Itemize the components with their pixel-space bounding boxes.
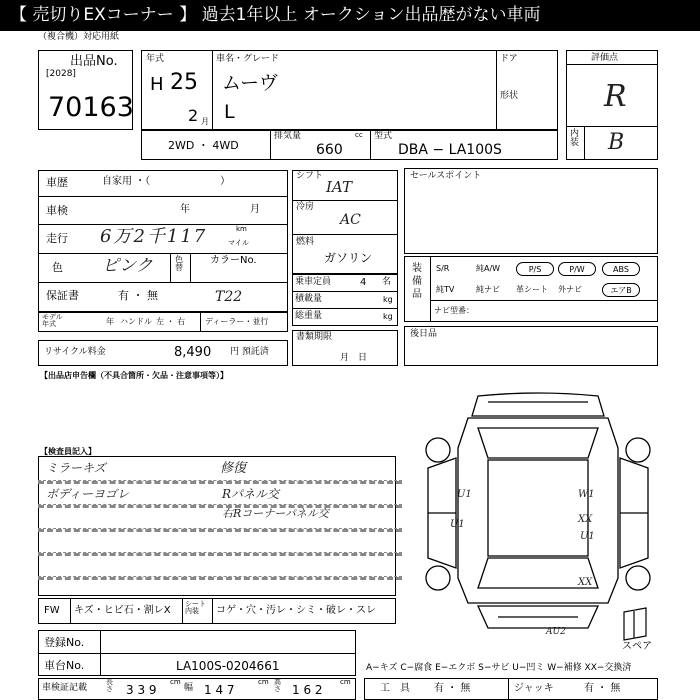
- inspection-label: 車検: [46, 204, 68, 217]
- spare-tire-icon: [620, 606, 650, 642]
- shift-value: IAT: [326, 178, 352, 196]
- diagram-mark-e: U1: [580, 531, 595, 542]
- name-label: 車名・グレード: [216, 54, 280, 64]
- diagram-mark-c: W1: [578, 489, 595, 500]
- model-year-unit: 年: [106, 317, 114, 326]
- capacity-unit: 名: [382, 277, 392, 287]
- year-value: 25: [170, 70, 198, 95]
- warranty-value: 有 ・ 無: [118, 289, 158, 302]
- fw-label: FW: [44, 605, 60, 616]
- diagram-mark-f: XX: [578, 577, 593, 588]
- mileage-label: 走行: [46, 232, 68, 245]
- inspector-note-5: 右Rコーナーパネル交: [222, 507, 329, 520]
- navi-label: ナビ型番：: [434, 306, 474, 315]
- lot-label: 出品No.: [70, 54, 118, 69]
- tool-label: 工 具: [380, 683, 410, 694]
- model-year-label: モデル年式: [42, 313, 63, 328]
- shift-label: シフト: [296, 171, 324, 181]
- gross-unit: kg: [383, 312, 393, 321]
- size-cm-1: cm: [170, 678, 181, 686]
- size-h: 1 6 2: [292, 683, 323, 697]
- equip-item: P/S: [516, 262, 554, 276]
- size-h-label: 高さ: [274, 678, 281, 693]
- rear-block: [404, 326, 658, 366]
- capacity-label: 乗車定員: [295, 277, 332, 287]
- size-l-label: 長さ: [106, 678, 113, 693]
- tool-value: 有 ・ 無: [434, 683, 471, 694]
- jack-label: ジャッキ: [514, 683, 554, 694]
- gross-label: 総重量: [295, 311, 323, 321]
- inspection-year: 年: [180, 204, 190, 215]
- ac-value: AC: [340, 212, 361, 228]
- recycle-value: 8,490: [174, 345, 212, 360]
- seat-label: シート内装: [185, 600, 206, 615]
- sales-label: セールスポイント: [410, 171, 482, 181]
- spare-label: スペア: [622, 641, 652, 652]
- fuel-value: ガソリン: [324, 251, 373, 265]
- size-label: 車検証記載: [42, 683, 88, 693]
- size-l: 3 3 9: [126, 683, 157, 697]
- diagram-mark-d: XX: [578, 514, 593, 525]
- diagram-mark-b: U1: [450, 519, 465, 530]
- header-title: 【 売切りEXコーナー 】 過去1年以上 オークション出品歴がない車両: [10, 5, 541, 25]
- equip-item: S/R: [436, 264, 450, 273]
- history-value: 自家用 ・（ ）: [102, 176, 231, 187]
- size-cm-3: cm: [340, 678, 351, 686]
- diagram-mark-a: U1: [457, 489, 472, 500]
- doc-label: 書類期限: [296, 332, 333, 342]
- cc-unit: cc: [355, 131, 363, 139]
- inspector-note-2: ボディーヨゴレ: [46, 487, 130, 501]
- doc-unit: 月 日: [340, 353, 368, 363]
- inspector-note-4: Rパネル交: [222, 487, 280, 501]
- fw-value: キズ・ヒビ石・割レX: [74, 605, 171, 616]
- color-no-label: カラーNo.: [210, 255, 257, 266]
- capacity-value: 4: [360, 277, 367, 288]
- lot-number: 70163: [48, 92, 134, 123]
- equip-item: 純A/W: [476, 264, 501, 273]
- year-era: H: [150, 74, 164, 95]
- car-name: ムーヴ: [222, 72, 279, 94]
- year-label: 年式: [146, 54, 165, 64]
- color-no-value: T22: [215, 289, 243, 305]
- shape-label: 形状: [500, 91, 519, 101]
- size-w: 1 4 7: [204, 683, 235, 697]
- drive-label: 2WD ・ 4WD: [168, 139, 239, 152]
- equip-item: 純TV: [436, 285, 455, 294]
- mileage-unit-km: km: [236, 225, 247, 233]
- jack-value: 有 ・ 無: [584, 683, 621, 694]
- damage-legend: A−キズ C−腐食 E−エクボ S−サビ U−凹ミ W−補修 XX−交換済: [366, 663, 632, 673]
- declaration-label: 【出品店申告欄（不具合箇所・欠品・注意事項等）】: [40, 371, 228, 380]
- ac-label: 冷房: [296, 202, 315, 212]
- inspector-note-3: 修復: [220, 461, 247, 476]
- recycle-label: リサイクル料金: [44, 347, 106, 357]
- month-unit: 月: [201, 117, 209, 126]
- dealer-label: ディーラー・並行: [205, 317, 269, 326]
- equip-item: 純ナビ: [476, 285, 500, 294]
- rear-label: 後日品: [410, 329, 438, 339]
- equip-item: P/W: [558, 262, 596, 276]
- diagram-mark-g: AU2: [546, 627, 566, 637]
- fuel-label: 燃料: [296, 237, 315, 247]
- door-label: ドア: [500, 54, 518, 64]
- interior-label: 内装: [570, 129, 580, 148]
- equip-item: ABS: [602, 262, 640, 276]
- cc-value: 660: [316, 142, 343, 158]
- equip-item: エアB: [602, 283, 640, 297]
- recycle-unit: 円 預託済: [230, 347, 269, 357]
- header-banner: [0, 0, 700, 31]
- car-grade: L: [224, 101, 235, 123]
- score-label: 評価点: [591, 53, 619, 63]
- cc-label: 排気量: [274, 131, 302, 141]
- load-unit: kg: [383, 295, 393, 304]
- model-label: 型式: [374, 131, 393, 141]
- equip-label: 装備品: [412, 263, 422, 300]
- equip-item: 外ナビ: [558, 285, 582, 294]
- reg-label: 登録No.: [44, 636, 85, 649]
- history-label: 車歴: [46, 176, 68, 189]
- mileage-unit-mile: マイル: [228, 239, 249, 247]
- color-label: 色: [52, 261, 63, 274]
- inspection-month: 月: [250, 204, 260, 215]
- handle-value: 左 ・ 右: [156, 317, 186, 326]
- lot-year-code: [2028]: [46, 69, 76, 79]
- warranty-label: 保証書: [46, 289, 79, 302]
- month-value: 2: [188, 106, 199, 125]
- seat-value: コゲ・穴・汚レ・シミ・破レ・スレ: [216, 605, 376, 616]
- handle-label: ハンドル: [120, 317, 152, 326]
- equip-item: 革シート: [516, 285, 548, 294]
- color-value: ピンク: [102, 256, 153, 276]
- sheet-subtitle: （複合機）対応用紙: [38, 32, 120, 42]
- interior-score: B: [608, 130, 625, 155]
- inspector-box: [38, 456, 396, 596]
- load-label: 積載量: [295, 294, 323, 304]
- size-w-label: 幅: [184, 683, 194, 693]
- chassis-value: LA100S-0204661: [176, 659, 280, 673]
- color-change-label: 色替: [175, 255, 183, 272]
- score-value: R: [604, 79, 627, 114]
- size-cm-2: cm: [258, 678, 269, 686]
- chassis-label: 車台No.: [44, 659, 85, 672]
- model-value: DBA − LA100S: [398, 142, 502, 158]
- inspector-label: 【検査員記入】: [40, 447, 96, 456]
- mileage-value: 6万2千117: [100, 226, 208, 247]
- inspector-note-1: ミラーキズ: [46, 461, 106, 475]
